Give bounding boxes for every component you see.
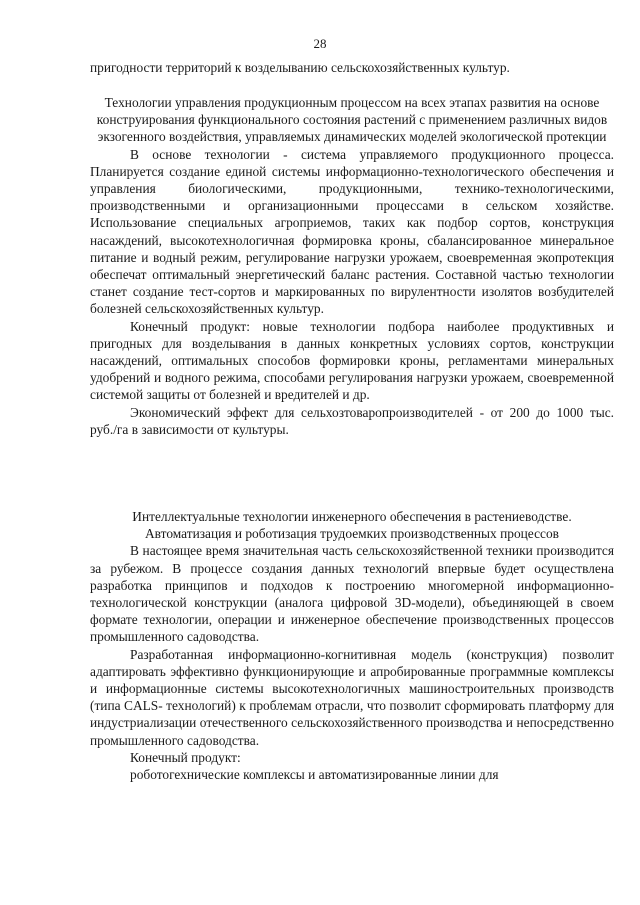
section-heading: Технологии управления продукционным процессом на всех этапах развития на основе конструирования функционального состояния растений с применением различных видов экзогенного воздействия, управляемых динамических моделей экологической протекции (96, 95, 608, 145)
section-engineering-automation (90, 508, 614, 783)
paragraph: Экономический эффект для сельхозтоваропроизводителей - от 200 до 1000 тыс. руб./га в зависимости от культуры. (90, 404, 614, 437)
paragraph: роботогехнические комплексы и автоматизированные линии для (130, 767, 499, 783)
section-production-process (90, 94, 614, 438)
paragraph: В настоящее время значительная часть сельскохозяйственной техники производится за рубежом. В процессе создания данных технологий впервые будет осуществлена разработка принципов и подходов к построению многомерной информационно-технологической конструкции (аналога цифровой 3D-модели), объединяющей в своем формате технологии, операции и инженерное обеспечение производственных процессов промышленного садоводства. (90, 543, 614, 645)
paragraph: В основе технологии - система управляемого продукционного процесса. Планируется создание единой системы информационно-технологического обеспечения и управления биологическими, продукционными, технико-технологическими, производственными и организационными процессами в сельском хозяйстве. Использование специальных агроприемов, таких как подбор сортов, конструкция насаждений, высокотехнологичная формировка кроны, сбалансированное минеральное питание и водный режим, регулирование нагрузки урожаем, своевременная экопротекция обеспечат оптимальный энергетический баланс растения. Составной частью технологии станет создание тест-сортов и маркированных по вирулентности изолятов возбудителей болезней сельскохозяйственных культур. (90, 146, 614, 317)
paragraph: Конечный продукт: новые технологии подбора наиболее продуктивных и пригодных для возделывания в данных конкретных условиях сортов, конструкции насаждений, оптимальных способов формировки кроны, регламентами минеральных удобрений и водного режима, способами регулирования нагрузки урожаем, своевременной системой защиты от болезней и вредителей и др. (90, 318, 614, 403)
section-heading: Интеллектуальные технологии инженерного обеспечения в растениеводстве. Автоматизация и роботизация трудоемких производственных процессов (132, 509, 572, 542)
paragraph: Разработанная информационно-когнитивная модель (конструкция) позволит адаптировать эффективно функционирующие и апробированные программные комплексы и информационные системы высокотехнологичных машиностроительных производств (типа CALS- технологий) к проблемам отрасли, что позволит сформировать платформу для индустриализации отечественного сельскохозяйственного производства и непосредственно промышленного садоводства. (90, 646, 614, 748)
continuation-paragraph: пригодности территорий к возделыванию сельскохозяйственных культур. (90, 60, 510, 75)
page-number: 28 (313, 36, 327, 51)
continuation-text (90, 59, 614, 76)
paragraph: Конечный продукт: (130, 749, 241, 765)
